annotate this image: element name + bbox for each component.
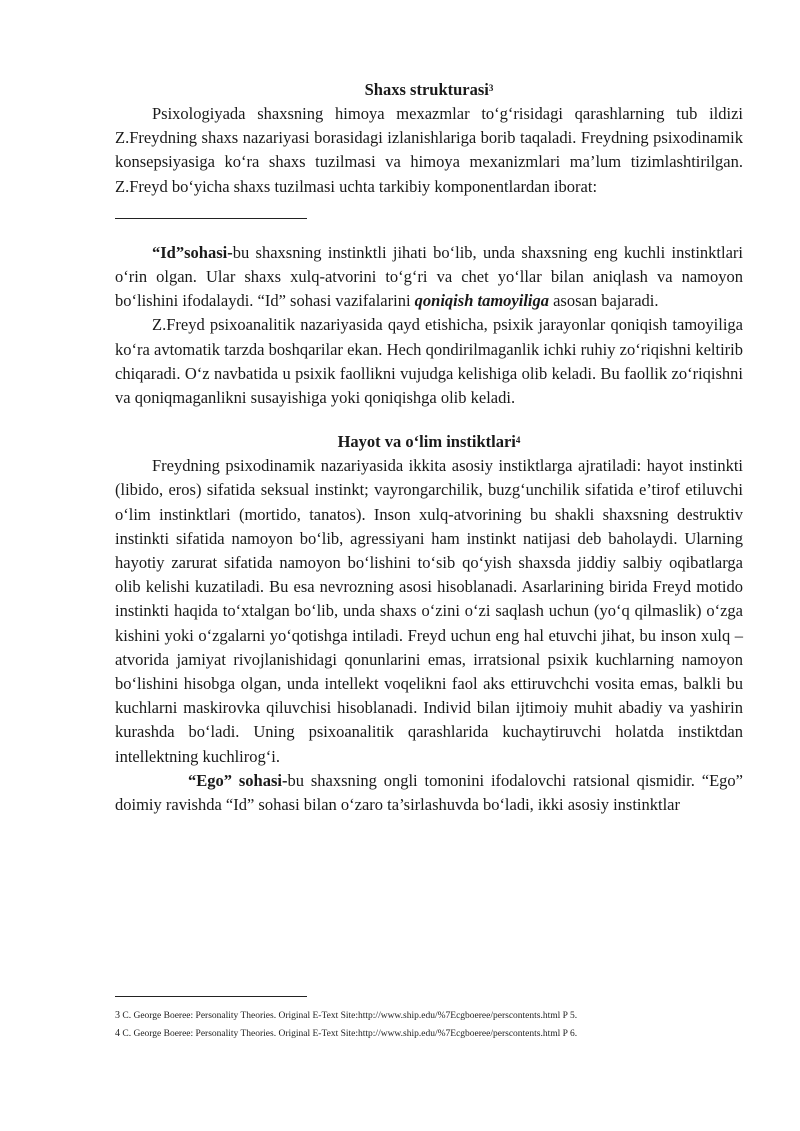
ego-term: “Ego” sohasi- <box>188 770 288 790</box>
id-emphasis: qoniqish tamoyiliga <box>414 291 549 311</box>
section-title-text: Shaxs strukturasi <box>364 80 489 99</box>
footnote-text: C. George Boeree: Personality Theories. Original E-Text Site:http://www.ship.edu/%7Ecgboeree/perscontents.html P 5. <box>122 1011 578 1021</box>
instincts-paragraph: Freydning psixodinamik nazariyasida ikkita asosiy instiktlarga ajratiladi: hayot instinkti (libido, eros) sifatida seksual instinkt; vayrongarchilik, buzg‘unchilik sifatida e’tirof etiluvchi o‘lim instinktlari (mortido, tanatos). Inson xulq-atvorining bu shakli shaxsning destruktiv instinkti sifatida namoyon bo‘lib, agressiyani ham instinkt natijasi deb baholaydi. Ularning hayotiy zarurat sifatida namoyon bo‘lishini to‘sib qo‘yish shaxsda jiddiy salbiy oqibatlarga olib kelishi kuzatiladi. Bu esa nevrozning asosi hisoblanadi. Asarlarining birida Freyd motido instinkti haqida to‘xtalgan bo‘lib, unda shaxs o‘zini o‘zi saqlash uchun (yo‘q qilmaslik) o‘zga kishini yoki o‘zgalarni yo‘qotishga intiladi. Freyd uchun eng hal etuvchi jihat, bu inson xulq –atvorida jamiyat rivojlanishidagi qonunlarini emas, irratsional psixik kuchlarning namoyon bo‘lishini hisobga olgan, unda intellekt voqelikni faol aks ettiruvchchi vosita emas, balkli bu kuchlarni maskirovka qiluvchisi hisoblanadi. Individ bilan ijtimoiy muhit abadiy va yashirin kurashda bo‘ladi. Uning psixoanalitik qarashlarida kuchaytiruvchi holatda instiktdan intellektning kuchlirog‘i. <box>115 456 743 766</box>
document-body <box>115 78 743 817</box>
ego-paragraph <box>115 769 743 817</box>
footnote-number: 4 <box>115 1028 120 1039</box>
separator-line <box>115 218 307 219</box>
footnote-number: 3 <box>115 1010 120 1021</box>
id-text-a: bu shaxsning instinktli jihati bo‘lib, unda shaxsning eng kuchli instinktlari o‘rin olgan. Ular shaxs xulq-atvorini to‘g‘ri va chet yo‘llar bilan aniqlash va namoyon bo‘lishini ifodalaydi. “Id” sohasi vazifalarini <box>115 242 743 311</box>
id-text-b: asosan bajaradi. <box>548 291 659 311</box>
id-term: “Id”sohasi- <box>152 242 233 262</box>
section-title-shaxs-strukturasi <box>115 78 743 102</box>
footnotes <box>115 996 743 1043</box>
footnote-4 <box>115 1025 743 1043</box>
freyd-paragraph: Z.Freyd psixoanalitik nazariyasida qayd etishicha, psixik jarayonlar qoniqish tamoyiliga ko‘ra avtomatik tarzda boshqarilar ekan. Hech qondirilmaganlik ichki ruhiy zo‘riqishni keltirib chiqaradi. O‘z navbatida u psixik faollikni vujudga kelishiga olib keladi. Bu faollik zo‘riqishni va qoniqmaganlikni susayishiga yoki qoniqishga olib keladi. <box>115 315 743 408</box>
section-title-text: Hayot va o‘lim instiktlari <box>337 432 516 452</box>
intro-paragraph: Psixologiyada shaxsning himoya mexazmlar to‘g‘risidagi qarashlarning tub ildizi Z.Freydning shaxs nazariyasi borasidagi izlanishlariga borib taqaladi. Freydning psixodinamik konsepsiyasiga ko‘ra shaxs tuzilmasi va himoya mexanizmlari ma’lum tizimlashtirilgan. Z.Freyd bo‘yicha shaxs tuzilmasi uchta tarkibiy komponentlardan iborat: <box>115 104 743 196</box>
footnote-3 <box>115 1007 743 1025</box>
ego-text: bu shaxsning ongli tomonini ifodalovchi ratsional qismidir. “Ego” doimiy ravishda “Id” sohasi bilan o‘zaro ta’sirlashuvda bo‘ladi, ikki asosiy instinktlar <box>115 770 743 815</box>
footnote-text: C. George Boeree: Personality Theories. Original E-Text Site:http://www.ship.edu/%7Ecgboeree/perscontents.html P 6. <box>122 1029 578 1039</box>
footnote-separator <box>115 996 307 997</box>
id-paragraph <box>115 241 743 314</box>
section-title-hayot-olim <box>115 430 743 454</box>
footnote-ref: 3 <box>488 83 494 93</box>
footnote-ref: 4 <box>515 435 521 446</box>
